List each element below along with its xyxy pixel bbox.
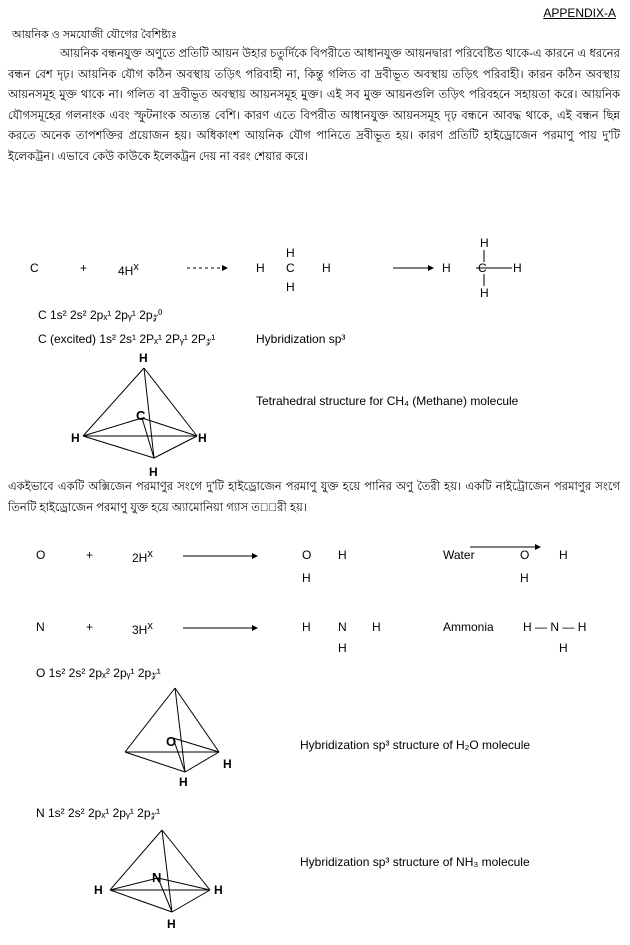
water-label: Water xyxy=(443,548,475,562)
methane-struct-h-left: H xyxy=(442,261,451,275)
section-title: আয়নিক ও সমযোজী যৌগের বৈশিষ্ট্যঃ xyxy=(12,29,177,41)
water-o: O xyxy=(302,548,312,562)
water-diagram-label: O xyxy=(166,734,177,749)
water-tetrahedron xyxy=(115,680,265,790)
methane-carbon: C xyxy=(30,261,39,275)
water-h-right: H xyxy=(338,548,347,562)
water-diagram-label: H xyxy=(179,775,188,789)
ammonia-struct: H — N — H xyxy=(523,620,587,634)
methane-tetrahedron xyxy=(70,350,240,485)
nitrogen-config: N 1s² 2s² 2pₓ¹ 2pᵧ¹ 2p𝓏¹ xyxy=(36,806,161,820)
ammonia-label: Ammonia xyxy=(443,620,494,634)
methane-diagram-label: H xyxy=(198,431,207,445)
water-struct-o: O xyxy=(520,548,530,562)
edge xyxy=(154,436,197,458)
ammonia-diagram-label: H xyxy=(167,917,176,931)
methane-reactant: $4H^x$ xyxy=(118,261,139,278)
edge xyxy=(144,368,197,436)
edge xyxy=(144,368,154,458)
edge xyxy=(83,436,154,458)
edge xyxy=(185,752,219,772)
water-plus: + xyxy=(86,548,94,562)
water-ammonia-paragraph: একইভাবে একটি অক্সিজেন পরমাণুর সংগে দু'টি হাইড্রোজেন পরমাণু যুক্ত হয়ে পানির অণু তৈরী হয়। একটি নাইট্রোজেন পরমাণুর সংগে তিনটি হাইড্রোজেন পরমাণু যুক্ত হয়ে অ্যামোনিয়া গ্যাস ত�ৈরী হয়। xyxy=(8,481,620,514)
water-reactant: $2H^x$ xyxy=(132,548,153,565)
water-struct-h: H xyxy=(559,548,568,562)
arrowhead-water xyxy=(252,553,258,559)
ionic-paragraph: আয়নিক বন্ধনযুক্ত অণুতে প্রতিটি আয়ন উহার চতুর্দিকে বিপরীতে আধানযুক্ত আয়নদ্বারা পরিবেষ্টিত থাকে-এ কারনে এ ধরনের বন্ধন বেশ দৃঢ়। আয়নিক যৌগ কঠিন অবস্থায় তড়িৎ পরিবাহী না, কিন্তু গলিত বা দ্রবীভূত অবস্থায় তড়িৎ পরিবাহী। কারন কঠিন অবস্থায় আয়নসমূহ মুক্ত থাকে না। গলিত বা দ্রবীভূত অবস্থায় আয়নসমূহ মুক্ত। এই সব মুক্ত আয়নগুলি তড়িৎ পরিবহনে সহায়তা করে। আয়নিক যৌগসমূহের গলনাংক এবং স্ফুটনাংক অত্যন্ত বেশি। কারণ এতে বিপরীত আধানযুক্ত আয়নসমূহ দৃঢ় বন্ধনে আবদ্ধ থাকে, এই বন্ধন ছিন্ন করতে অনেক তাপশক্তির প্রয়োজন হয়। অধিকাংশ আয়নিক যৌগ পানিতে দ্রবীভূত হয়। কারণ প্রতিটি হাইড্রোজেন পরমাণু পায় দু'টি ইলেকট্রন। এভাবে কেউ কাউকে ইলেকট্রন দেয় না বরং শেয়ার করে। xyxy=(8,48,620,163)
ammonia-diagram-label: H xyxy=(214,883,223,897)
methane-diagram-label: C xyxy=(136,408,146,423)
ammonia-diagram-label: H xyxy=(94,883,103,897)
methane-diagram-label: H xyxy=(149,465,158,479)
methane-h-bottom: H xyxy=(286,280,295,294)
water-h-bottom: H xyxy=(302,571,311,585)
ammonia-struct-h-bottom: H xyxy=(559,641,568,655)
edge xyxy=(172,890,210,912)
arrowhead-ammonia xyxy=(252,625,258,631)
bond xyxy=(173,738,219,752)
water-diagram-label: H xyxy=(223,757,232,771)
methane-struct-h-right: H xyxy=(513,261,522,275)
edge xyxy=(125,752,185,772)
edge xyxy=(110,890,172,912)
methane-struct-c: C xyxy=(478,261,487,275)
methane-h-right: H xyxy=(322,261,331,275)
carbon-ground-config: C 1s² 2s² 2pₓ¹ 2pᵧ¹ 2p𝓏⁰ xyxy=(38,308,163,322)
methane-h-top: H xyxy=(286,246,295,260)
ammonia-reactant: $3H^x$ xyxy=(132,620,153,637)
methane-struct-h-bottom: H xyxy=(480,286,489,300)
ammonia-nitrogen: N xyxy=(36,620,45,634)
water-caption: Hybridization sp³ structure of H₂O molecule xyxy=(300,738,531,752)
appendix-header: APPENDIX-A xyxy=(543,6,616,20)
methane-diagram-label: H xyxy=(71,431,80,445)
edge xyxy=(83,368,144,436)
methane-struct-h-top: H xyxy=(480,236,489,250)
arrowhead-3 xyxy=(535,544,541,550)
carbon-hybrid: Hybridization sp³ xyxy=(256,332,346,346)
water-struct-h-bottom: H xyxy=(520,571,529,585)
bond xyxy=(83,418,142,436)
methane-plus: + xyxy=(80,261,88,275)
ammonia-diagram-label: N xyxy=(152,870,162,885)
ammonia-n: N xyxy=(338,620,347,634)
ammonia-caption: Hybridization sp³ structure of NH₃ molecule xyxy=(300,855,530,869)
methane-diagram-label: H xyxy=(139,351,148,365)
methane-h-left: H xyxy=(256,261,265,275)
bond xyxy=(110,878,158,890)
methane-caption: Tetrahedral structure for CH₄ (Methane) molecule xyxy=(256,394,519,408)
water-oxygen: O xyxy=(36,548,46,562)
ammonia-tetrahedron xyxy=(92,820,242,935)
ammonia-h-left: H xyxy=(302,620,311,634)
arrowhead-2 xyxy=(428,265,434,271)
ammonia-plus: + xyxy=(86,620,94,634)
arrowhead-1 xyxy=(222,265,228,271)
ammonia-h-right: H xyxy=(372,620,381,634)
oxygen-config: O 1s² 2s² 2pₓ² 2pᵧ¹ 2p𝓏¹ xyxy=(36,666,161,680)
methane-c-center: C xyxy=(286,261,295,275)
carbon-excited-config: C (excited) 1s² 2s¹ 2Pₓ¹ 2Pᵧ¹ 2P𝓏¹ xyxy=(38,332,216,346)
ammonia-h-bottom: H xyxy=(338,641,347,655)
